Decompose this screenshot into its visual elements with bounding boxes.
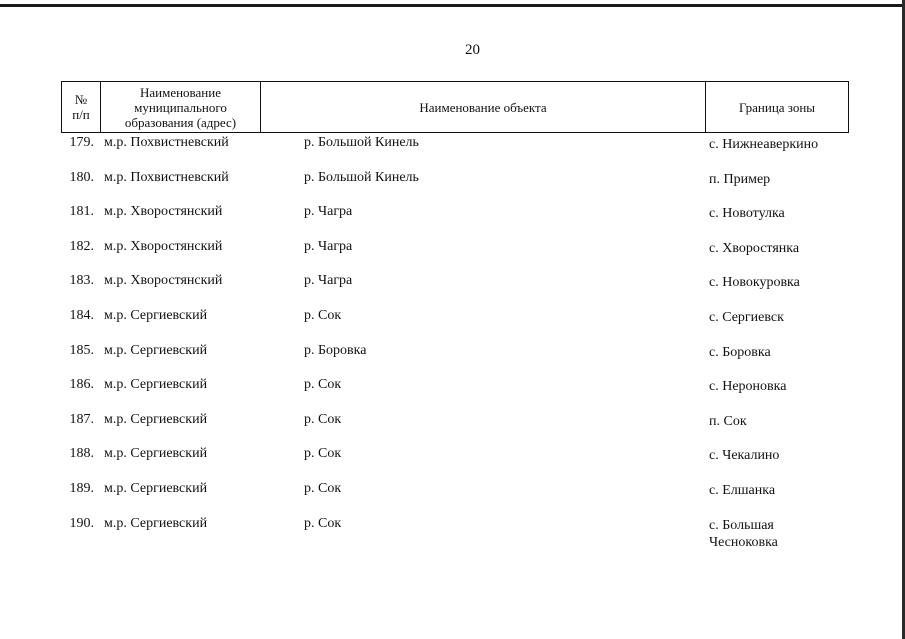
row-object: р. Чагра (304, 204, 353, 219)
row-object: р. Чагра (304, 273, 353, 288)
row-object: р. Сок (304, 377, 342, 392)
row-zone: с. Нижнеаверкино (709, 137, 819, 152)
header-object (261, 82, 706, 132)
row-num: 185. (69, 343, 94, 358)
row-num: 188. (69, 446, 94, 461)
header-num-label: № п/п (72, 92, 90, 122)
row-zone: с. Сергиевск (709, 310, 784, 325)
row-municipality: м.р. Сергиевский (104, 343, 208, 358)
row-zone: с. Нероновка (709, 379, 787, 394)
row-municipality: м.р. Хворостянский (104, 273, 223, 288)
header-zone-label: Граница зоны (738, 99, 816, 115)
header-num (62, 82, 101, 132)
header-object-label: Наименование объекта (419, 99, 547, 115)
row-object: р. Сок (304, 516, 342, 531)
scan-border-top (0, 4, 905, 7)
header-municipality (101, 82, 261, 132)
row-zone: с. Чекалино (709, 448, 780, 463)
table-header (61, 81, 849, 133)
row-object: р. Большой Кинель (304, 170, 419, 185)
header-zone (706, 82, 848, 132)
row-zone: с. Хворостянка (709, 241, 800, 256)
row-zone: п. Сок (709, 414, 747, 429)
row-num: 187. (69, 412, 94, 427)
row-zone: с. Большая Чесноковка (709, 518, 778, 550)
row-object: р. Сок (304, 308, 342, 323)
row-zone: с. Новотулка (709, 206, 785, 221)
header-municipality-label: Наименование муниципального образования (адрес) (124, 84, 237, 130)
row-zone: п. Пример (709, 172, 771, 187)
row-municipality: м.р. Сергиевский (104, 446, 208, 461)
row-zone: с. Елшанка (709, 483, 776, 498)
row-num: 186. (69, 377, 94, 392)
row-municipality: м.р. Сергиевский (104, 412, 208, 427)
row-municipality: м.р. Похвистневский (104, 135, 229, 150)
row-zone: с. Новокуровка (709, 275, 800, 290)
row-num: 180. (69, 170, 94, 185)
row-municipality: м.р. Хворостянский (104, 239, 223, 254)
row-object: р. Боровка (304, 343, 367, 358)
row-municipality: м.р. Хворостянский (104, 204, 223, 219)
row-num: 181. (69, 204, 94, 219)
row-num: 189. (69, 481, 94, 496)
row-object: р. Чагра (304, 239, 353, 254)
row-num: 183. (69, 273, 94, 288)
row-object: р. Сок (304, 446, 342, 461)
row-num: 182. (69, 239, 94, 254)
page-number: 20 (465, 42, 480, 58)
row-zone: с. Боровка (709, 345, 771, 360)
row-municipality: м.р. Сергиевский (104, 516, 208, 531)
row-num: 179. (69, 135, 94, 150)
row-municipality: м.р. Сергиевский (104, 481, 208, 496)
row-num: 184. (69, 308, 94, 323)
row-municipality: м.р. Похвистневский (104, 170, 229, 185)
row-object: р. Сок (304, 412, 342, 427)
row-municipality: м.р. Сергиевский (104, 377, 208, 392)
row-municipality: м.р. Сергиевский (104, 308, 208, 323)
row-num: 190. (69, 516, 94, 531)
row-object: р. Сок (304, 481, 342, 496)
row-object: р. Большой Кинель (304, 135, 419, 150)
